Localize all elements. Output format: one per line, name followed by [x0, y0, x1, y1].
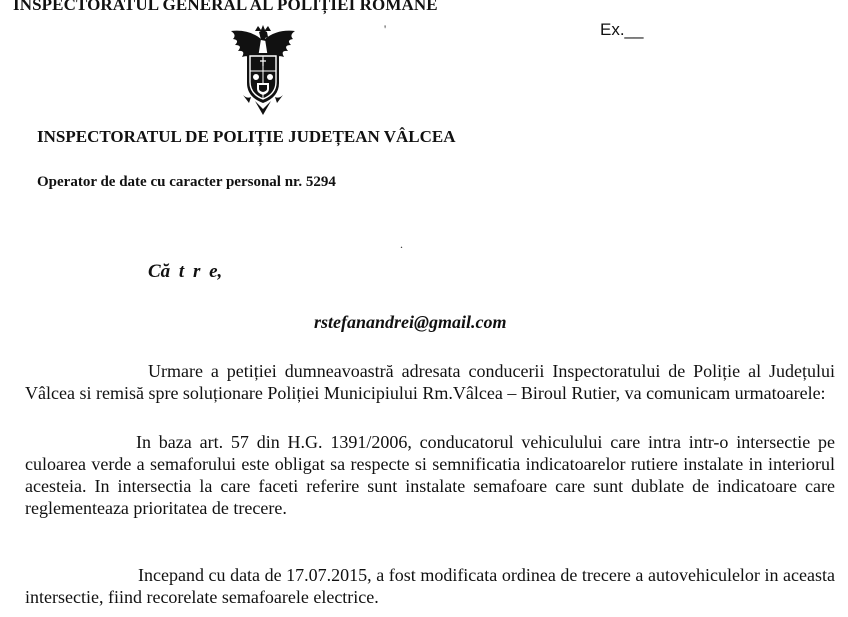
- county-inspectorate-header: INSPECTORATUL DE POLIȚIE JUDEȚEAN VÂLCEA: [37, 127, 456, 146]
- body-paragraph-1: Urmare a petiției dumneavoastră adresata conducerii Inspectoratului de Poliție al Județului Vâlcea si remisă spre soluționare Poliției Municipiului Rm.Vâlcea – Biroul Rutier, va comunicam urmatoarele:: [25, 361, 835, 403]
- body-paragraph-2: In baza art. 57 din H.G. 1391/2006, conducatorul vehiculului care intra intr-o intersectie pe culoarea verde a semaforului este obligat sa respecte si semnificatia indicatoarelor rutiere instalate in interiorul acesteia. In intersectia la care faceti referire sunt instalate semafoare care sunt dublate de indicatoare care reglementeaza prioritatea de trecere.: [25, 432, 835, 518]
- scan-mark: ': [384, 22, 387, 36]
- recipient-email: rstefanandrei@gmail.com: [314, 312, 507, 332]
- body-paragraph-3: Incepand cu data de 17.07.2015, a fost modificata ordinea de trecere a autovehiculelor in aceasta intersectie, fiind recorelate semafoarele electrice.: [25, 565, 835, 607]
- data-operator-line: Operator de date cu caracter personal nr. 5294: [37, 174, 336, 190]
- copy-number-label: Ex.__: [600, 20, 644, 39]
- romanian-coat-of-arms-icon: [225, 25, 301, 117]
- scan-dot: .: [400, 237, 403, 251]
- institution-header: INSPECTORATUL GENERAL AL POLIȚIEI ROMANE: [13, 0, 438, 14]
- recipient-salutation: Că t r e,: [148, 261, 223, 282]
